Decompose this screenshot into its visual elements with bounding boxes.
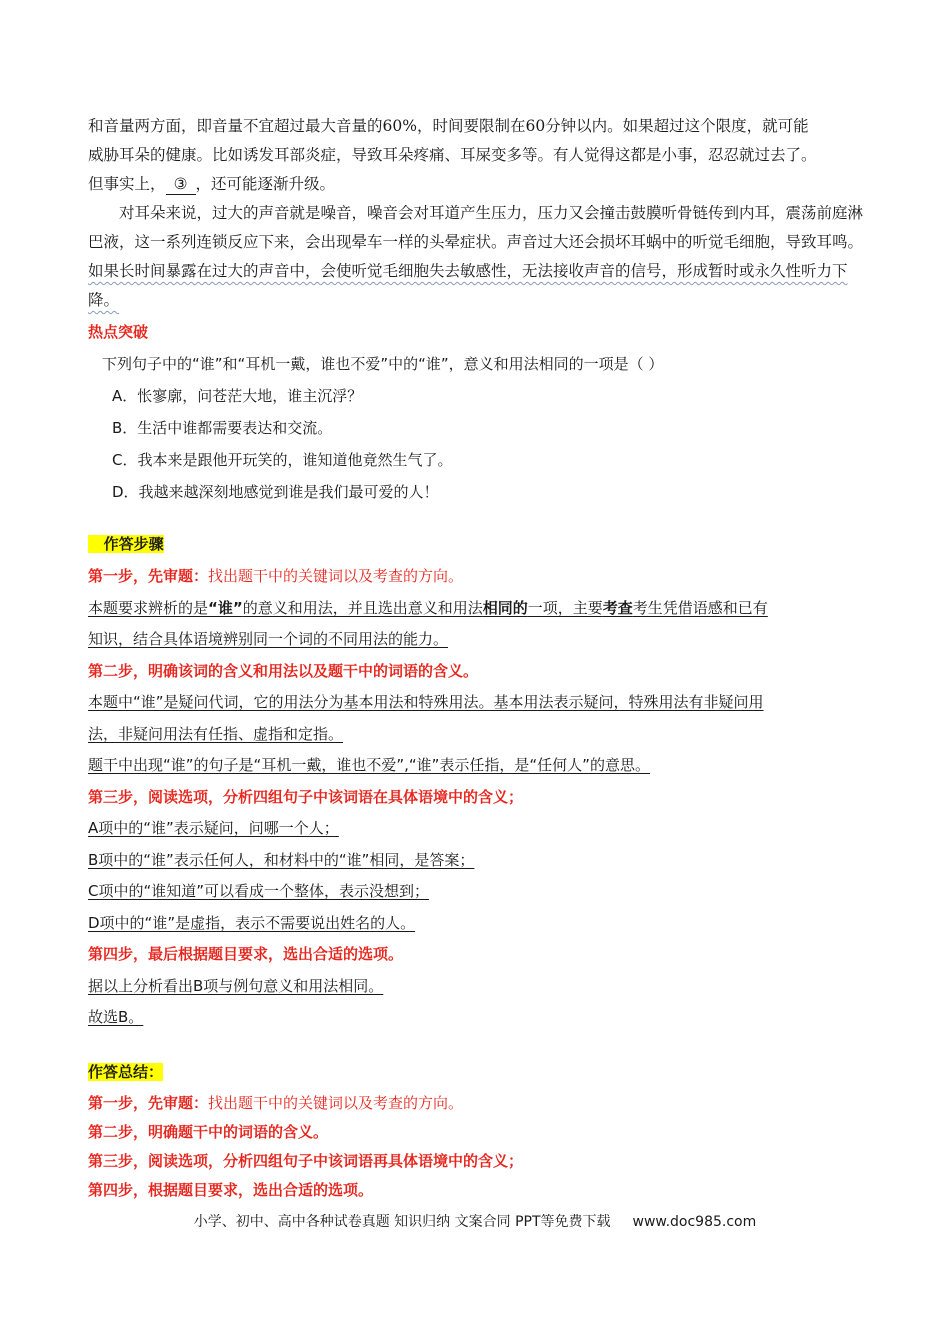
passage-line: 和音量两方面，即音量不宜超过最大音量的60%，时间要限制在60分钟以内。如果超过这个限度，就可能 (88, 117, 809, 135)
step-2-detail (88, 719, 868, 751)
footer-url: www.doc985.com (632, 1214, 757, 1230)
detail-text: C项中的“谁知道”可以看成一个整体，表示没想到； (88, 882, 430, 900)
detail-text: A项中的“谁”表示疑问，问哪一个人； (88, 819, 339, 837)
detail-text: D项中的“谁”是虚指，表示不需要说出姓名的人。 (88, 913, 416, 932)
detail-text: 据以上分析看出B项与例句意义和用法相同。 (88, 976, 384, 995)
summary-step-3: 第三步，阅读选项，分析四组句子中该词语再具体语境中的含义； (88, 1152, 524, 1170)
question-stem: 下列句子中的“谁”和“耳机一戴，谁也不爱”中的“谁”，意义和用法相同的一项是（ ） (102, 354, 664, 373)
fill-blank: ③ (166, 174, 196, 195)
detail-text: 题干中出现“谁”的句子是“耳机一戴，谁也不爱”,“谁”表示任指，是“任何人”的意思。 (88, 756, 650, 774)
summary-step-4: 第四步，根据题目要求，选出合适的选项。 (88, 1181, 374, 1199)
step-3-item-d (88, 908, 868, 940)
step-2-detail (88, 687, 868, 719)
step-1-detail (88, 593, 868, 625)
detail-bold: “谁” (208, 598, 243, 617)
option-a: A．怅寥廓，问苍茫大地，谁主沉浮？ (112, 386, 363, 405)
detail-text: 一项，主要 (527, 598, 603, 617)
detail-text: 知识，结合具体语境辨别同一个词的不同用法的能力。 (88, 630, 449, 648)
highlighted-title (88, 535, 164, 553)
option-c: C．我本来是跟他开玩笑的，谁知道他竟然生气了。 (112, 450, 453, 469)
step-2-heading: 第二步，明确该词的含义和用法以及题干中的词语的含义。 (88, 661, 479, 680)
detail-bold: 相同的 (482, 598, 528, 617)
summary-step-1 (88, 1088, 868, 1118)
passage-text: 对耳朵来说，过大的声音就是噪音，噪音会对耳道产生压力，压力又会撞击鼓膜听骨链传到内耳，震荡前庭淋巴液，这一系列连锁反应下来，会出现晕车一样的头晕症状。声音过大还会损坏耳蜗中的听觉毛细胞，导致耳鸣。 (88, 204, 864, 251)
detail-text: B项中的“谁”表示任何人，和材料中的“谁”相同，是答案； (88, 850, 475, 869)
step-3-item-b (88, 845, 868, 877)
step-3-item-a (88, 813, 868, 845)
section-title-summary (88, 1056, 868, 1089)
step-text: 找出题干中的关键词以及考查的方向。 (208, 567, 464, 585)
document-page (88, 112, 868, 1205)
steps-title-text: 作答步骤 (103, 534, 164, 553)
step-4-detail (88, 971, 868, 1003)
step-3-heading: 第三步，阅读选项，分析四组句子中该词语在具体语境中的含义； (88, 787, 524, 806)
step-label: 第一步，先审题： (88, 567, 209, 585)
step-1-heading (88, 560, 868, 593)
detail-text: 本题要求辨析的是 (88, 598, 209, 617)
detail-text: 故选B。 (88, 1008, 144, 1026)
summary-step-2: 第二步，明确题干中的词语的含义。 (88, 1123, 329, 1141)
passage-line (88, 170, 868, 199)
step-4-heading: 第四步，最后根据题目要求，选出合适的选项。 (88, 945, 404, 963)
passage-text: ，还可能逐渐升级。 (195, 175, 336, 193)
step-label: 第一步，先审题： (88, 1094, 209, 1112)
step-text: 找出题干中的关键词以及考查的方向。 (208, 1094, 464, 1112)
step-4-detail (88, 1002, 868, 1034)
detail-bold: 考查 (602, 598, 633, 617)
spacer (88, 1034, 868, 1056)
passage-text: 但事实上， (88, 175, 166, 193)
section-title-steps (88, 528, 868, 561)
detail-text: 的意义和用法，并且选出意义和用法 (242, 598, 483, 617)
step-2-detail (88, 750, 868, 782)
page-footer (0, 1211, 950, 1231)
detail-text: 考生凭借语感和已有 (632, 598, 768, 617)
detail-text: 本题中“谁”是疑问代词，它的用法分为基本用法和特殊用法。基本用法表示疑问，特殊用法有非疑问用 (88, 693, 764, 711)
section-title-hotspot: 热点突破 (88, 323, 149, 341)
wavy-underlined-text: 如果长时间暴露在过大的声音中，会使听觉毛细胞失去敏感性，无法接收声音的信号，形成暂时或永久性听力下降。 (88, 262, 848, 309)
passage-paragraph (88, 199, 868, 315)
detail-text: 法，非疑问用法有任指、虚指和定指。 (88, 724, 344, 743)
footer-text: 小学、初中、高中各种试卷真题 知识归纳 文案合同 PPT等免费下载 (193, 1214, 611, 1230)
passage-line: 威胁耳朵的健康。比如诱发耳部炎症，导致耳朵疼痛、耳屎变多等。有人觉得这都是小事，忍忍就过去了。 (88, 146, 817, 164)
highlighted-title: 作答总结： (88, 1062, 164, 1081)
step-3-item-c (88, 876, 868, 908)
option-d: D．我越来越深刻地感觉到谁是我们最可爱的人！ (112, 482, 439, 501)
spacer (88, 508, 868, 528)
option-b: B．生活中谁都需要表达和交流。 (112, 418, 333, 437)
step-1-detail (88, 624, 868, 656)
